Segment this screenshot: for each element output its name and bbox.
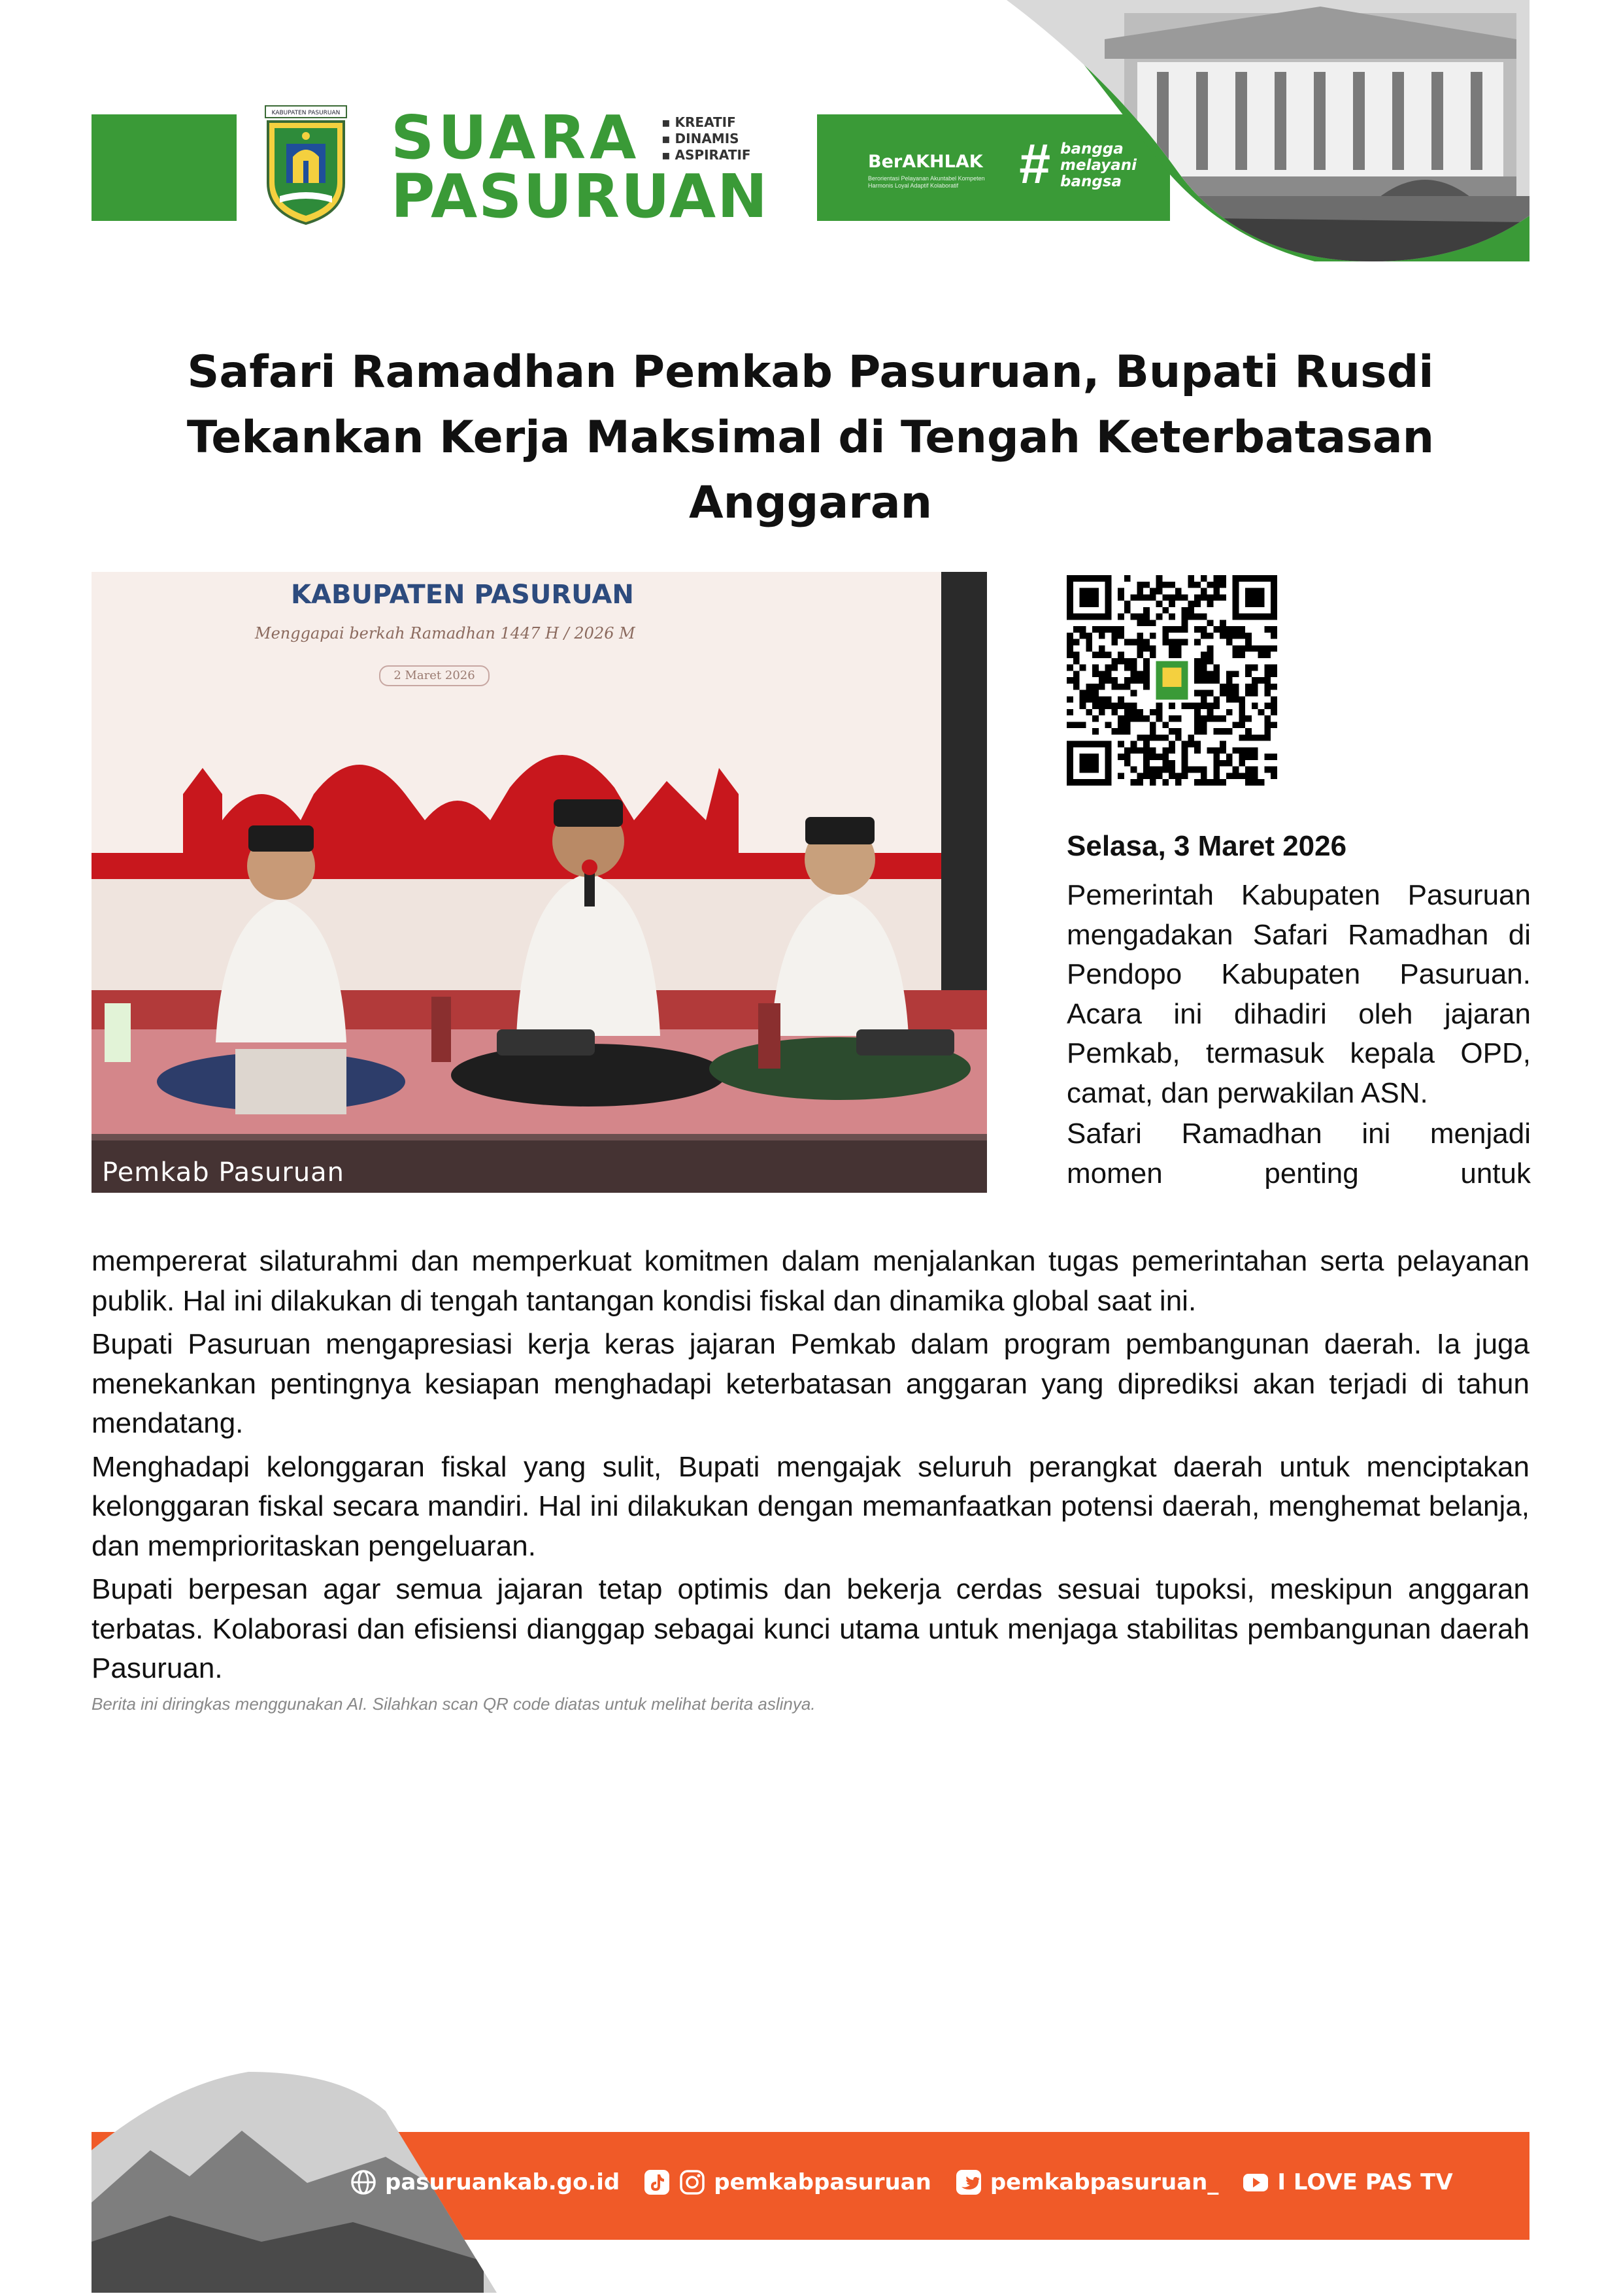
hashtag-icon: # — [1018, 133, 1050, 195]
footer-website-link[interactable] — [350, 2169, 620, 2196]
berakhlak-subtitle: Berorientasi Pelayanan Akuntabel Kompeten Harmonis Loyal Adaptif Kolaboratif — [868, 175, 985, 189]
article-body — [92, 1242, 1529, 1693]
article-photo — [92, 572, 987, 1193]
tagline-item: ▪ ASPIRATIF — [661, 147, 751, 163]
bangga-melayani-bangsa-logo: bangga melayani bangsa — [1060, 141, 1137, 190]
footer-website-label: pasuruankab.go.id — [385, 2169, 620, 2195]
article-paragraph-3: Bupati Pasuruan mengapresiasi kerja keras jajaran Pemkab dalam program pembangunan daerah. Ia juga menekankan pentingnya kesiapan menghadapi keterbatasan anggaran yang diprediksi akan terjadi di tahun mendatang. — [92, 1328, 1529, 1439]
article-side-column — [1067, 876, 1531, 1193]
article-paragraph-5: Bupati berpesan agar semua jajaran tetap optimis dan bekerja cerdas sesuai tupoksi, meskipun anggaran terbatas. Kolaborasi dan efisiensi dianggap sebagai kunci utama untuk menjaga stabilitas pembangunan daerah Pasuruan. — [92, 1573, 1529, 1684]
footer-youtube-link[interactable] — [1242, 2169, 1452, 2196]
berakhlak-logo: BerAKHLAK — [868, 152, 983, 172]
header-green-bar-left — [92, 114, 237, 221]
photo-banner-title: KABUPATEN PASURUAN — [291, 580, 634, 610]
footer-youtube-label: I LOVE PAS TV — [1277, 2169, 1453, 2195]
tagline-item: ▪ DINAMIS — [661, 131, 751, 147]
brand-line-1: SUARA — [391, 103, 641, 173]
article-date: Selasa, 3 Maret 2026 — [1067, 830, 1347, 862]
ai-summary-note: Berita ini diringkas menggunakan AI. Silahkan scan QR code diatas untuk melihat berita aslinya. — [92, 1694, 816, 1714]
article-title: Safari Ramadhan Pemkab Pasuruan, Bupati Rusdi Tekankan Kerja Maksimal di Tengah Keterbatasan Anggaran — [186, 346, 1435, 529]
header-building-image — [1007, 0, 1529, 261]
instagram-icon — [678, 2169, 706, 2196]
footer-social-links — [350, 2169, 1453, 2196]
footer-instagram-link[interactable] — [643, 2169, 931, 2196]
youtube-icon — [1242, 2169, 1269, 2196]
globe-icon — [350, 2169, 377, 2196]
twitter-icon — [955, 2169, 982, 2196]
article-paragraph-1: Pemerintah Kabupaten Pasuruan mengadakan Safari Ramadhan di Pendopo Kabupaten Pasuruan. Acara ini dihadiri oleh jajaran Pemkab, termasuk kepala OPD, camat, dan perwakilan ASN. — [1067, 879, 1531, 1109]
article-paragraph-2-start: Safari Ramadhan ini menjadi momen penting untuk — [1067, 1118, 1531, 1190]
photo-banner-date: 2 Maret 2026 — [379, 665, 490, 686]
photo-banner-subtitle: Menggapai berkah Ramadhan 1447 H / 2026 M — [255, 624, 635, 642]
tiktok-icon — [643, 2169, 671, 2196]
article-paragraph-2-cont: mempererat silaturahmi dan memperkuat komitmen dalam menjalankan tugas pemerintahan serta pelayanan publik. Hal ini dilakukan di tengah tantangan kondisi fiskal dan dinamika global saat ini. — [92, 1245, 1529, 1317]
brand-line-2: PASURUAN — [391, 161, 769, 231]
footer-twitter-label: pemkabpasuruan_ — [990, 2169, 1219, 2195]
svg-text:KABUPATEN PASURUAN: KABUPATEN PASURUAN — [271, 110, 341, 116]
footer-twitter-link[interactable] — [955, 2169, 1219, 2196]
tagline-item: ▪ KREATIF — [661, 114, 751, 131]
brand-tagline — [661, 114, 751, 163]
qr-code[interactable] — [1067, 575, 1277, 786]
article-paragraph-4: Menghadapi kelonggaran fiskal yang sulit, Bupati mengajak seluruh perangkat daerah untuk menciptakan kelonggaran fiskal secara mandiri. Hal ini dilakukan dengan memanfaatkan potensi daerah, menghemat belanja, dan memprioritaskan pengeluaran. — [92, 1450, 1529, 1562]
footer-instagram-label: pemkabpasuruan — [714, 2169, 931, 2195]
photo-credit: Pemkab Pasuruan — [102, 1157, 345, 1188]
pasuruan-emblem-logo — [260, 105, 352, 225]
